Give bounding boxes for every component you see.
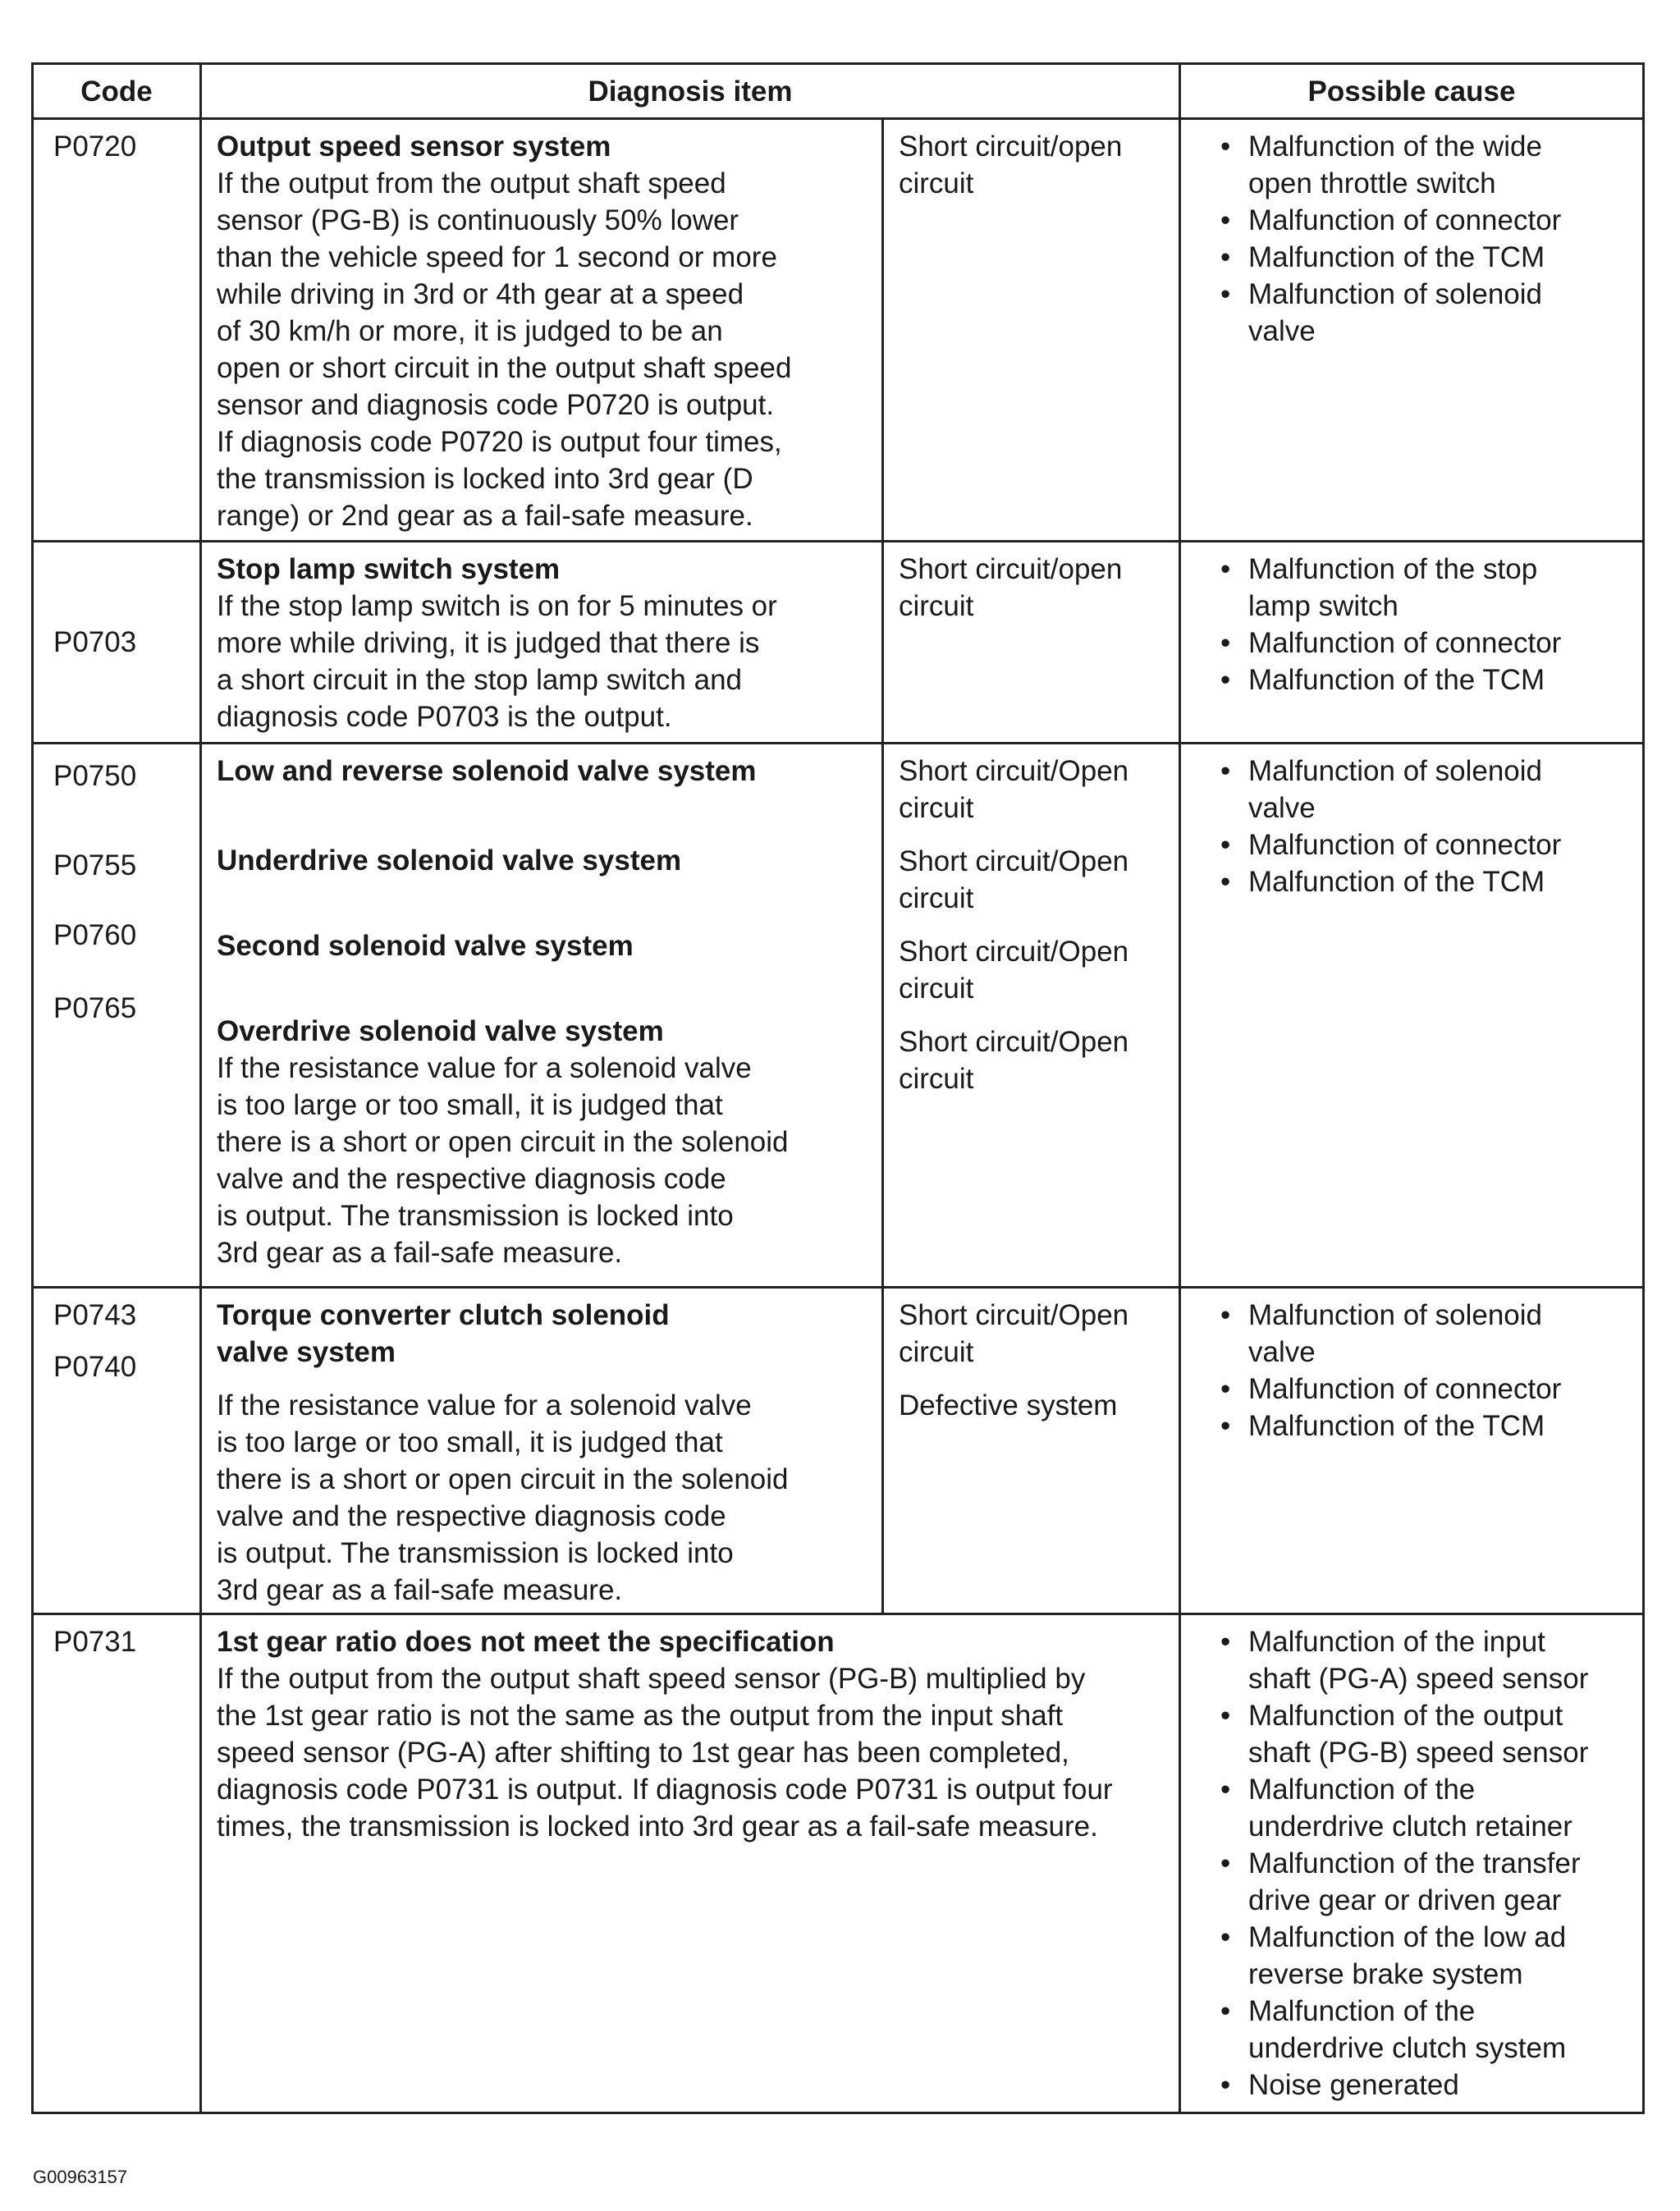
- diagnosis-item-cell: [201, 1614, 1180, 2113]
- list-item: • Malfunction of the TCM: [1217, 239, 1634, 276]
- code-cell: [33, 744, 201, 1288]
- item-description: If the output from the output shaft speed sensor (PG-B) multiplied by the 1st gear ratio is not the same as the output from the input shaft speed sensor (PG-A) after shifting to 1st gear has been completed, diagnosis code P0731 is output. If diagnosis code P0731 is output four times, the transmission is locked into 3rd gear as a fail-safe measure.: [217, 1663, 1113, 1842]
- item-title: Low and reverse solenoid valve system: [217, 755, 757, 787]
- item-description: If the output from the output shaft speed sensor (PG-B) is continuously 50% lower than the vehicle speed for 1 second or more while driving in 3rd or 4th gear at a speed of 30 km/h or more, it is judged to be an open or short circuit in the output shaft speed sensor and diagnosis code P0720 is output. If diagnosis code P0720 is output four times, the transmission is locked into 3rd gear (D range) or 2nd gear as a fail-safe measure.: [217, 167, 792, 532]
- list-item: • Malfunction of the underdrive clutch retainer: [1217, 1771, 1634, 1845]
- list-item: • Malfunction of the TCM: [1217, 863, 1634, 900]
- item-title: Torque converter clutch solenoid valve system: [217, 1299, 670, 1368]
- cause-cell: [1180, 1614, 1644, 2113]
- list-item: • Malfunction of the output shaft (PG-B) speed sensor: [1217, 1697, 1634, 1771]
- list-item: • Malfunction of connector: [1217, 625, 1634, 661]
- item-title: 1st gear ratio does not meet the specification: [217, 1626, 835, 1658]
- cause-list: [1217, 551, 1634, 698]
- list-item: • Malfunction of connector: [1217, 202, 1634, 239]
- list-item: • Malfunction of solenoid valve: [1217, 1297, 1634, 1371]
- cause-list: [1217, 753, 1634, 900]
- table-header-row: [33, 64, 1644, 119]
- diagnosis-code: P0750: [53, 760, 137, 792]
- list-item: • Malfunction of the input shaft (PG-A) speed sensor: [1217, 1623, 1634, 1697]
- fault-type: Short circuit/Open circuit: [899, 936, 1129, 1005]
- code-cell: [33, 119, 201, 542]
- cause-cell: [1180, 119, 1644, 542]
- table-row: [33, 1614, 1644, 2113]
- diagnosis-code: P0743: [53, 1299, 137, 1331]
- header-code: Code: [33, 64, 201, 119]
- list-item: • Malfunction of connector: [1217, 1371, 1634, 1408]
- cause-list: [1217, 1297, 1634, 1444]
- diagnosis-code: P0760: [53, 919, 137, 951]
- cause-list: [1217, 128, 1634, 350]
- list-item: • Malfunction of the transfer drive gear or driven gear: [1217, 1845, 1634, 1919]
- cause-cell: [1180, 744, 1644, 1288]
- diagnosis-code: P0720: [53, 130, 137, 163]
- item-title: Second solenoid valve system: [217, 930, 634, 962]
- cause-list: [1217, 1623, 1634, 2103]
- item-title: Underdrive solenoid valve system: [217, 845, 682, 877]
- item-description: If the resistance value for a solenoid valve is too large or too small, it is judged that there is a short or open circuit in the solenoid valve and the respective diagnosis code is output. The transmission is locked into 3rd gear as a fail-safe measure.: [217, 1052, 789, 1269]
- table-row: [33, 119, 1644, 542]
- item-description: If the resistance value for a solenoid valve is too large or too small, it is judged that there is a short or open circuit in the solenoid valve and the respective diagnosis code is output. The transmission is locked into 3rd gear as a fail-safe measure.: [217, 1389, 789, 1606]
- fault-type: Short circuit/open circuit: [899, 553, 1123, 622]
- list-item: • Malfunction of connector: [1217, 826, 1634, 863]
- list-item: • Malfunction of solenoid valve: [1217, 276, 1634, 350]
- table-row: [33, 1288, 1644, 1614]
- item-title: Output speed sensor system: [217, 130, 611, 163]
- cause-cell: [1180, 1288, 1644, 1614]
- diagnosis-code: P0731: [53, 1626, 137, 1658]
- diagnosis-item-cell: [201, 119, 1180, 542]
- diagnosis-code: P0703: [53, 626, 137, 658]
- list-item: • Malfunction of the TCM: [1217, 661, 1634, 698]
- fault-type: Short circuit/open circuit: [899, 130, 1123, 199]
- code-cell: [33, 1288, 201, 1614]
- table-row: [33, 744, 1644, 1288]
- list-item: • Malfunction of the stop lamp switch: [1217, 551, 1634, 625]
- fault-type: Short circuit/Open circuit: [899, 755, 1129, 824]
- list-item: • Malfunction of solenoid valve: [1217, 753, 1634, 826]
- header-possible-cause: Possible cause: [1180, 64, 1644, 119]
- list-item: • Noise generated: [1217, 2067, 1634, 2103]
- fault-type: Short circuit/Open circuit: [899, 1299, 1129, 1368]
- diagnosis-code: P0765: [53, 992, 137, 1024]
- diagnosis-code: P0740: [53, 1351, 137, 1383]
- list-item: • Malfunction of the TCM: [1217, 1408, 1634, 1444]
- diagnosis-item-cell: [201, 744, 1180, 1288]
- diagnosis-item-cell: [201, 542, 1180, 744]
- diagnosis-table: [31, 62, 1645, 2114]
- header-diagnosis-item: Diagnosis item: [201, 64, 1180, 119]
- fault-type: Short circuit/Open circuit: [899, 845, 1129, 914]
- code-cell: [33, 1614, 201, 2113]
- item-title: Overdrive solenoid valve system: [217, 1015, 664, 1047]
- list-item: • Malfunction of the wide open throttle switch: [1217, 128, 1634, 202]
- cause-cell: [1180, 542, 1644, 744]
- table-row: [33, 542, 1644, 744]
- list-item: • Malfunction of the underdrive clutch system: [1217, 1993, 1634, 2067]
- item-description: If the stop lamp switch is on for 5 minutes or more while driving, it is judged that there is a short circuit in the stop lamp switch and diagnosis code P0703 is the output.: [217, 590, 777, 733]
- diagnosis-item-cell: [201, 1288, 1180, 1614]
- item-title: Stop lamp switch system: [217, 553, 561, 585]
- list-item: • Malfunction of the low ad reverse brake system: [1217, 1919, 1634, 1993]
- fault-type: Defective system: [899, 1389, 1118, 1421]
- figure-id: G00963157: [33, 2167, 127, 2187]
- diagnosis-code: P0755: [53, 849, 137, 881]
- fault-type: Short circuit/Open circuit: [899, 1026, 1129, 1095]
- code-cell: [33, 542, 201, 744]
